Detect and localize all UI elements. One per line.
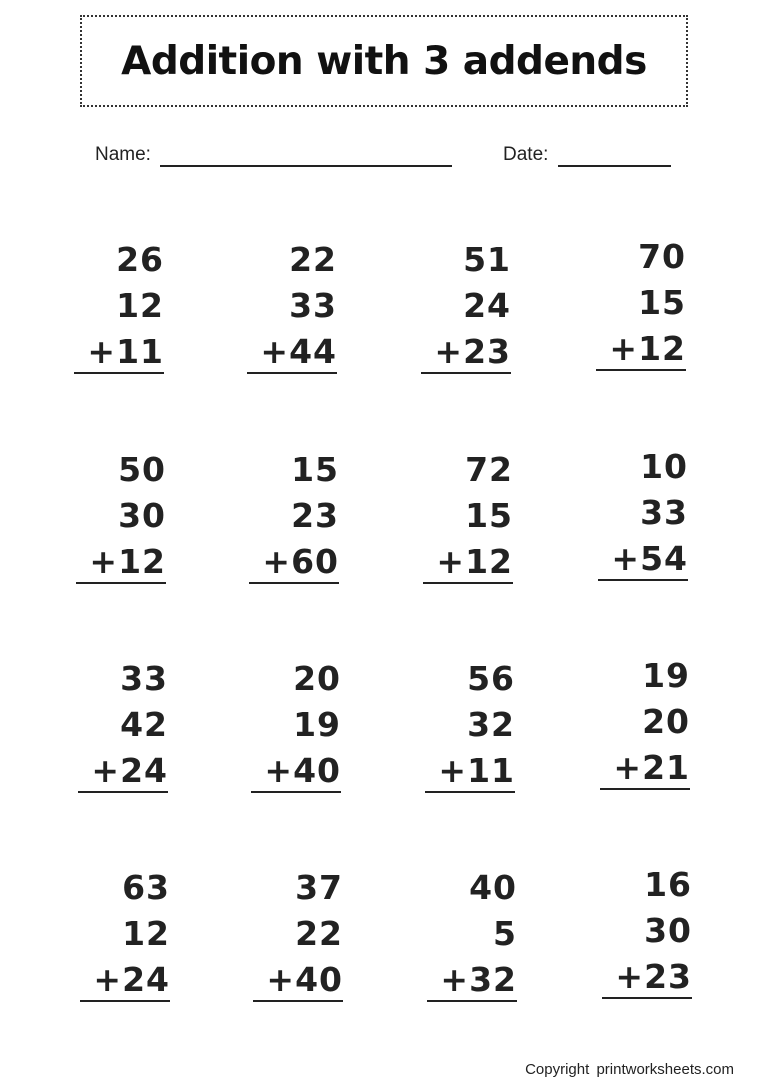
addition-problem <box>423 450 513 588</box>
addend: 16 <box>644 865 692 904</box>
addition-problem <box>253 868 343 1006</box>
addend: 30 <box>644 911 692 950</box>
addend-with-plus: +23 <box>434 332 511 371</box>
answer-line[interactable] <box>80 1000 170 1002</box>
answer-line[interactable] <box>423 582 513 584</box>
answer-line[interactable] <box>247 372 337 374</box>
addition-problem <box>598 447 688 585</box>
addend: 33 <box>640 493 688 532</box>
addition-problem <box>80 868 170 1006</box>
addend: 20 <box>642 702 690 741</box>
addend: 37 <box>295 868 343 907</box>
addend: 63 <box>122 868 170 907</box>
addend: 56 <box>467 659 515 698</box>
addend: 33 <box>120 659 168 698</box>
answer-line[interactable] <box>598 579 688 581</box>
addend: 15 <box>638 283 686 322</box>
addend-with-plus: +24 <box>93 960 170 999</box>
addition-problem <box>425 659 515 797</box>
addend: 12 <box>122 914 170 953</box>
addend-with-plus: +21 <box>613 748 690 787</box>
answer-line[interactable] <box>421 372 511 374</box>
addend-with-plus: +60 <box>262 542 339 581</box>
addend: 15 <box>291 450 339 489</box>
addend: 26 <box>116 240 164 279</box>
answer-line[interactable] <box>596 369 686 371</box>
answer-line[interactable] <box>253 1000 343 1002</box>
addition-problem <box>427 868 517 1006</box>
answer-line[interactable] <box>78 791 168 793</box>
date-label: Date: <box>503 144 549 165</box>
addend-with-plus: +44 <box>260 332 337 371</box>
addend-with-plus: +12 <box>89 542 166 581</box>
addition-problem <box>600 656 690 794</box>
addition-problem <box>602 865 692 1003</box>
addend: 70 <box>638 237 686 276</box>
addend: 19 <box>642 656 690 695</box>
addend-with-plus: +54 <box>611 539 688 578</box>
addend: 22 <box>289 240 337 279</box>
addend: 15 <box>465 496 513 535</box>
addend-with-plus: +11 <box>87 332 164 371</box>
addend: 22 <box>295 914 343 953</box>
addition-problem <box>74 240 164 378</box>
name-label: Name: <box>95 144 151 165</box>
worksheet-title: Addition with 3 addends <box>121 38 647 84</box>
answer-line[interactable] <box>427 1000 517 1002</box>
addend: 5 <box>493 914 517 953</box>
addition-problem <box>251 659 341 797</box>
addend-with-plus: +40 <box>264 751 341 790</box>
addend: 19 <box>293 705 341 744</box>
name-line[interactable] <box>160 165 452 167</box>
answer-line[interactable] <box>600 788 690 790</box>
addition-problem <box>76 450 166 588</box>
addend-with-plus: +40 <box>266 960 343 999</box>
addend: 50 <box>118 450 166 489</box>
addend-with-plus: +12 <box>436 542 513 581</box>
addend-with-plus: +11 <box>438 751 515 790</box>
copyright-text: Copyright printworksheets.com <box>525 1061 734 1078</box>
addend: 24 <box>463 286 511 325</box>
addend-with-plus: +12 <box>609 329 686 368</box>
addend: 20 <box>293 659 341 698</box>
answer-line[interactable] <box>425 791 515 793</box>
answer-line[interactable] <box>251 791 341 793</box>
addend: 51 <box>463 240 511 279</box>
addend-with-plus: +24 <box>91 751 168 790</box>
addend: 40 <box>469 868 517 907</box>
addend: 23 <box>291 496 339 535</box>
addition-problem <box>421 240 511 378</box>
addend: 12 <box>116 286 164 325</box>
answer-line[interactable] <box>602 997 692 999</box>
addend: 42 <box>120 705 168 744</box>
addend: 30 <box>118 496 166 535</box>
addend: 10 <box>640 447 688 486</box>
answer-line[interactable] <box>74 372 164 374</box>
addend-with-plus: +32 <box>440 960 517 999</box>
addend: 72 <box>465 450 513 489</box>
addition-problem <box>247 240 337 378</box>
addend: 33 <box>289 286 337 325</box>
addend: 32 <box>467 705 515 744</box>
answer-line[interactable] <box>76 582 166 584</box>
addition-problem <box>78 659 168 797</box>
addend-with-plus: +23 <box>615 957 692 996</box>
date-line[interactable] <box>558 165 671 167</box>
addition-problem <box>249 450 339 588</box>
addition-problem <box>596 237 686 375</box>
title-box <box>80 15 688 107</box>
answer-line[interactable] <box>249 582 339 584</box>
